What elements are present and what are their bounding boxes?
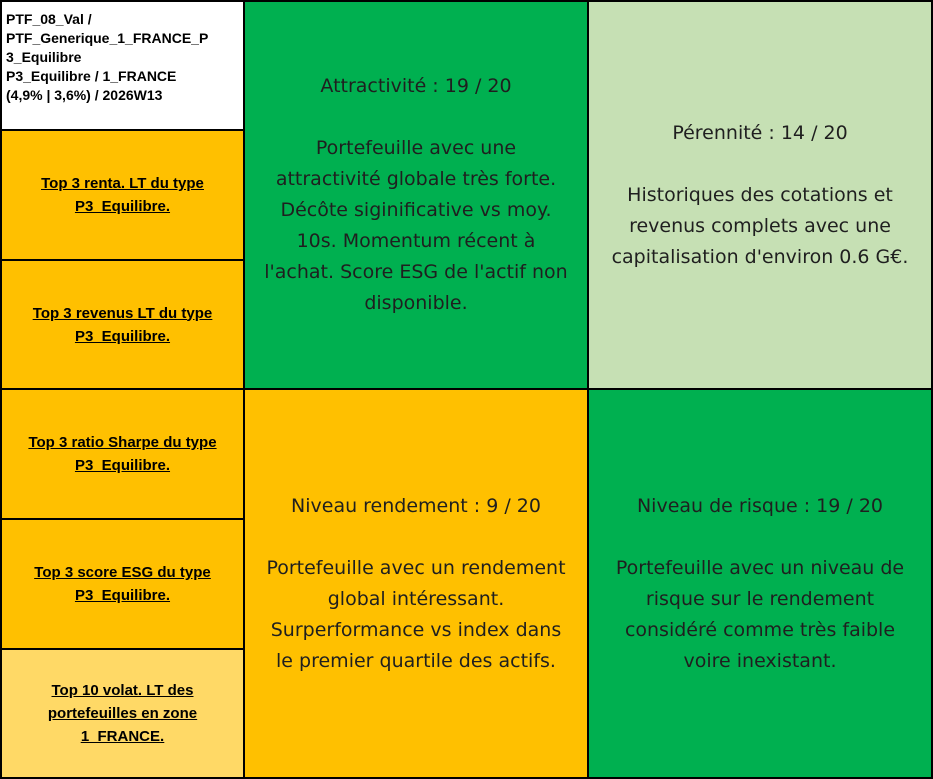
header-line: PTF_08_Val / (6, 11, 92, 27)
header-line: 3_Equilibre (6, 49, 82, 65)
top3-sharpe-cell[interactable] (1, 389, 244, 519)
top3-renta-cell[interactable] (1, 130, 244, 260)
top3-revenus-cell[interactable] (1, 260, 244, 389)
rendement-description: Portefeuille avec un rendement global intéressant. Surperformance vs index dans le premier quartile des actifs. (266, 556, 566, 672)
rendement-cell (244, 389, 588, 778)
header-line: PTF_Generique_1_FRANCE_P (6, 30, 209, 46)
rendement-title: Niveau rendement : 9 / 20 (291, 494, 541, 517)
risque-title: Niveau de risque : 19 / 20 (636, 494, 884, 517)
top3-esg-cell[interactable] (1, 519, 244, 649)
risque-cell (588, 389, 932, 778)
header-line: (4,9% | 3,6%) / 2026W13 (6, 87, 163, 103)
top3-revenus-link[interactable]: Top 3 revenus LT du type P3_Equilibre. (32, 304, 213, 345)
top3-esg-link[interactable]: Top 3 score ESG du type P3_Equilibre. (34, 564, 211, 604)
header-line: P3_Equilibre / 1_FRANCE (6, 68, 177, 84)
attractivite-title: Attractivité : 19 / 20 (320, 75, 512, 97)
top10-volat-cell[interactable] (1, 649, 244, 778)
perennite-description: Historiques des cotations et revenus complets avec une capitalisation d'environ 0.6 G€. (611, 183, 909, 268)
risque-description: Portefeuille avec un niveau de risque sur le rendement considéré comme très faible voire inexistant. (615, 556, 905, 672)
top3-renta-link[interactable]: Top 3 renta. LT du type P3_Equilibre. (41, 175, 204, 215)
portfolio-header (1, 1, 244, 130)
top3-sharpe-link[interactable]: Top 3 ratio Sharpe du type P3_Equilibre. (28, 434, 217, 474)
attractivite-cell (244, 1, 588, 389)
attractivite-description: Portefeuille avec une attractivité globale très forte. Décôte siginificative vs moy. 10s. Momentum récent à l'achat. Score ESG de l'actif non disponible. (264, 137, 568, 314)
perennite-title: Pérennité : 14 / 20 (672, 121, 848, 144)
perennite-cell (588, 1, 932, 389)
top10-volat-link[interactable]: Top 10 volat. LT des portefeuilles en zone 1_FRANCE. (47, 682, 198, 745)
